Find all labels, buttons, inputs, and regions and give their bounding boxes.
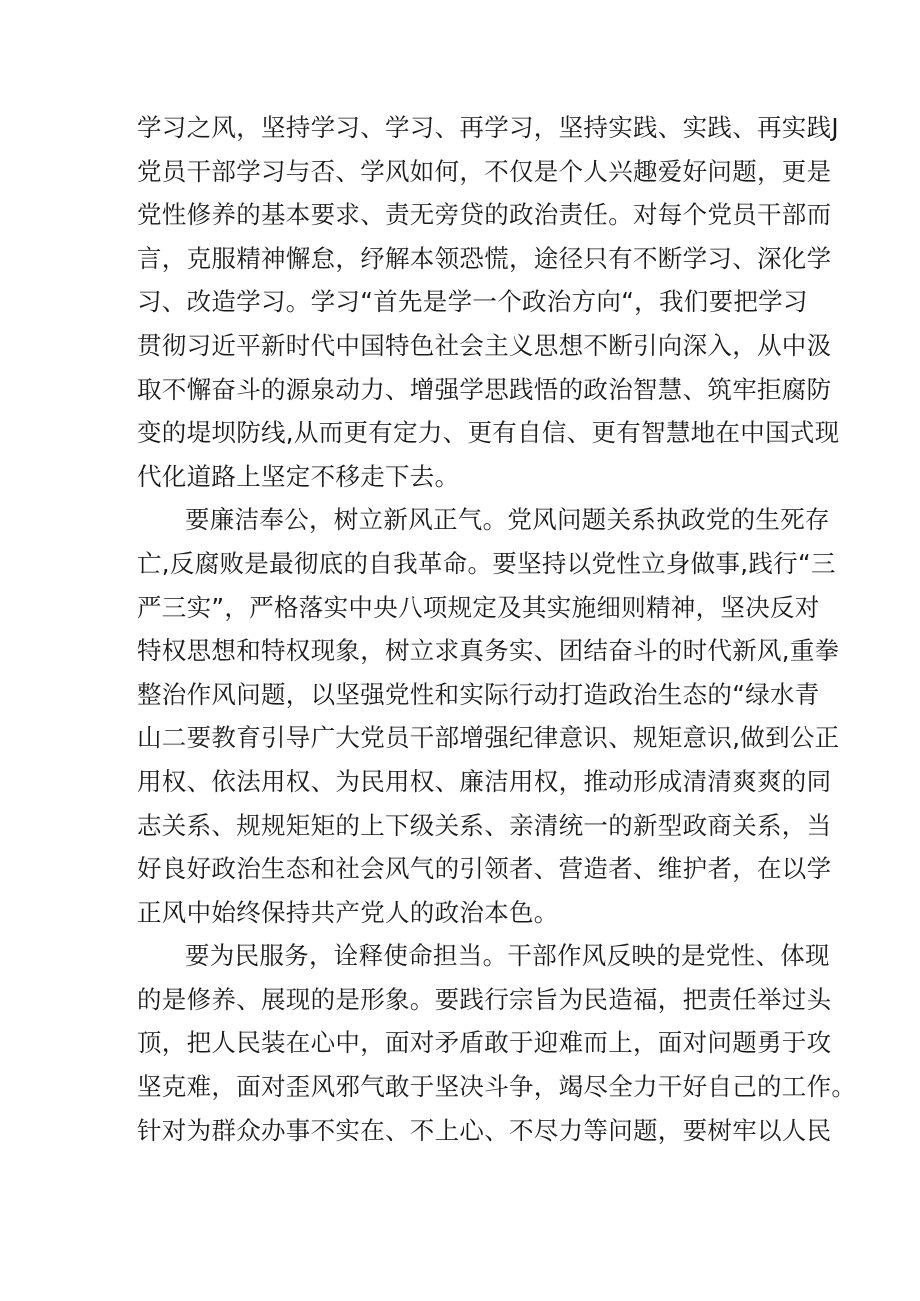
text-line: 针对为群众办事不实在、不上心、不尽力等问题，要树牢以人民 — [137, 1115, 832, 1145]
text-line: 言，克服精神懈怠，纾解本领恐慌，途径只有不断学习、深化学 — [137, 243, 832, 273]
text-line: 整治作风问题，以坚强党性和实际行动打造政治生态的“绿水青 — [137, 679, 820, 709]
text-line: 党性修养的基本要求、责无旁贷的政治责任。对每个党员干部而 — [137, 200, 832, 230]
paragraph-integrity — [137, 498, 840, 934]
text-line: 顶，把人民装在心中，面对矛盾敢于迎难而上，面对问题勇于攻 — [137, 1028, 832, 1058]
text-line: 要为民服务，诠释使命担当。干部作风反映的是党性、体现 — [185, 941, 830, 971]
text-line: 的是修养、展现的是形象。要践行宗旨为民造福，把责任举过头 — [137, 984, 832, 1014]
text-line: 变的堤坝防线,从而更有定力、更有自信、更有智慧地在中国式现 — [137, 418, 840, 448]
text-line: 坚克难，面对歪风邪气敢于坚决斗争，竭尽全力干好自己的工作。 — [137, 1072, 857, 1102]
text-line: 学习之风，坚持学习、学习、再学习，坚持实践、实践、再实践J — [137, 113, 839, 142]
text-line: 志关系、规规矩矩的上下级关系、亲清统一的新型政商关系，当 — [137, 810, 832, 840]
paragraph-service — [137, 934, 857, 1152]
text-line: 要廉洁奉公，树立新风正气。党风问题关系执政党的生死存 — [185, 505, 830, 535]
text-line: 党员干部学习与否、学风如何，不仅是个人兴趣爱好问题，更是 — [137, 156, 832, 186]
text-line: 贯彻习近平新时代中国特色社会主义思想不断引向深入，从中汲 — [137, 330, 832, 360]
text-line: 特权思想和特权现象，树立求真务实、团结奋斗的时代新风,重拳 — [137, 636, 840, 666]
text-line: 用权、依法用权、为民用权、廉洁用权，推动形成清清爽爽的同 — [137, 766, 832, 796]
text-line: 代化道路上坚定不移走下去。 — [137, 461, 460, 491]
text-line: 正风中始终保持共产党人的政治本色。 — [137, 897, 559, 927]
text-line: 好良好政治生态和社会风气的引领者、营造者、维护者，在以学 — [137, 854, 832, 884]
paragraph-study — [137, 106, 840, 498]
text-line: 山二要教育引导广大党员干部增强纪律意识、规矩意识,做到公正 — [137, 723, 840, 753]
text-line: 亡,反腐败是最彻底的自我革命。要坚持以党性立身做事,践行“三 — [137, 548, 836, 578]
document-body — [137, 106, 857, 1152]
text-line: 取不懈奋斗的源泉动力、增强学思践悟的政治智慧、筑牢拒腐防 — [137, 374, 832, 404]
text-line: 习、改造学习。学习“首先是学一个政治方向“，我们要把学习 — [137, 287, 808, 317]
text-line: 严三实”，严格落实中央八项规定及其实施细则精神，坚决反对 — [137, 592, 820, 622]
